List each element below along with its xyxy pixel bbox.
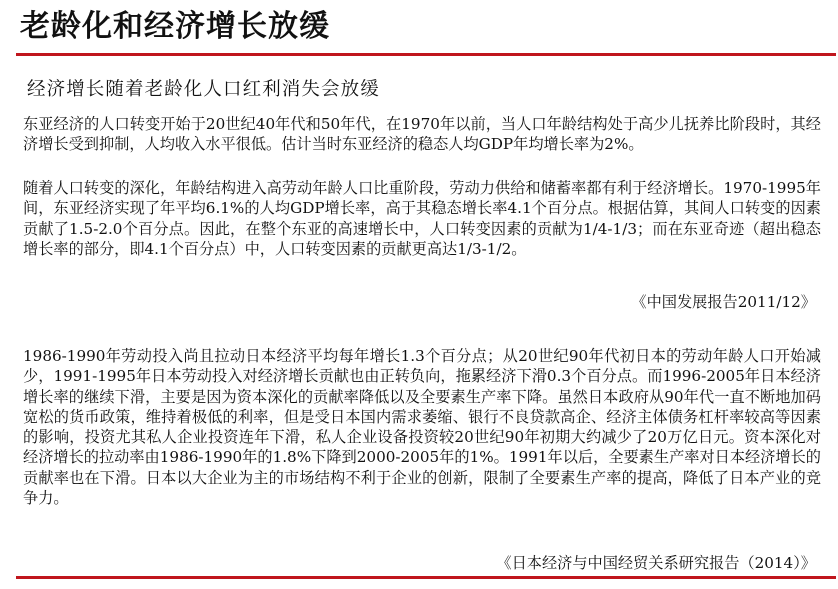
source-citation-china-report: 《中国发展报告2011/12》	[631, 293, 816, 311]
bottom-divider	[16, 576, 836, 579]
source-citation-japan-report: 《日本经济与中国经贸关系研究报告（2014）》	[496, 554, 816, 572]
section-subtitle: 经济增长随着老龄化人口红利消失会放缓	[27, 79, 380, 100]
title-divider	[16, 53, 836, 56]
paragraph-east-asia-early: 东亚经济的人口转变开始于20世纪40年代和50年代，在1970年以前，当人口年龄结构处于高少儿抚养比阶段时，其经济增长受到抑制，人均收入水平很低。估计当时东亚经济的稳态人均GDP年均增长率为2%。	[23, 115, 821, 154]
paragraph-japan-economy: 1986-1990年劳动投入尚且拉动日本经济平均每年增长1.3个百分点；从20世纪90年代初日本的劳动年龄人口开始减少，1991-1995年日本劳动投入对经济增长贡献也由正转负向，拖累经济下滑0.3个百分点。而1996-2005年日本经济增长率的继续下滑，主要是因为资本深化的贡献率降低以及全要素生产率下降。虽然日本政府从90年代一直不断地加码宽松的货币政策，维持着极低的利率，但是受日本国内需求萎缩、银行不良贷款高企、经济主体债务杠杆率较高等因素的影响，投资尤其私人企业投资连年下滑，私人企业设备投资较20世纪90年初期大约减少了20万亿日元。资本深化对经济增长的拉动率由1986-1990年的1.8%下降到2000-2005年的1%。1991年以后，全要素生产率对日本经济增长的贡献率也在下滑。日本以大企业为主的市场结构不利于企业的创新，限制了全要素生产率的提高，降低了日本产业的竞争力。	[23, 347, 821, 508]
page-title: 老龄化和经济增长放缓	[20, 9, 330, 44]
paragraph-east-asia-dividend: 随着人口转变的深化，年龄结构进入高劳动年龄人口比重阶段，劳动力供给和储蓄率都有利于经济增长。1970-1995年间，东亚经济实现了年平均6.1%的人均GDP增长率，高于其稳态增长率4.1个百分点。根据估算，其间人口转变的因素贡献了1.5-2.0个百分点。因此，在整个东亚的高速增长中，人口转变因素的贡献为1/4-1/3；而在东亚奇迹（超出稳态增长率的部分，即4.1个百分点）中，人口转变因素的贡献更高达1/3-1/2。	[23, 179, 821, 258]
